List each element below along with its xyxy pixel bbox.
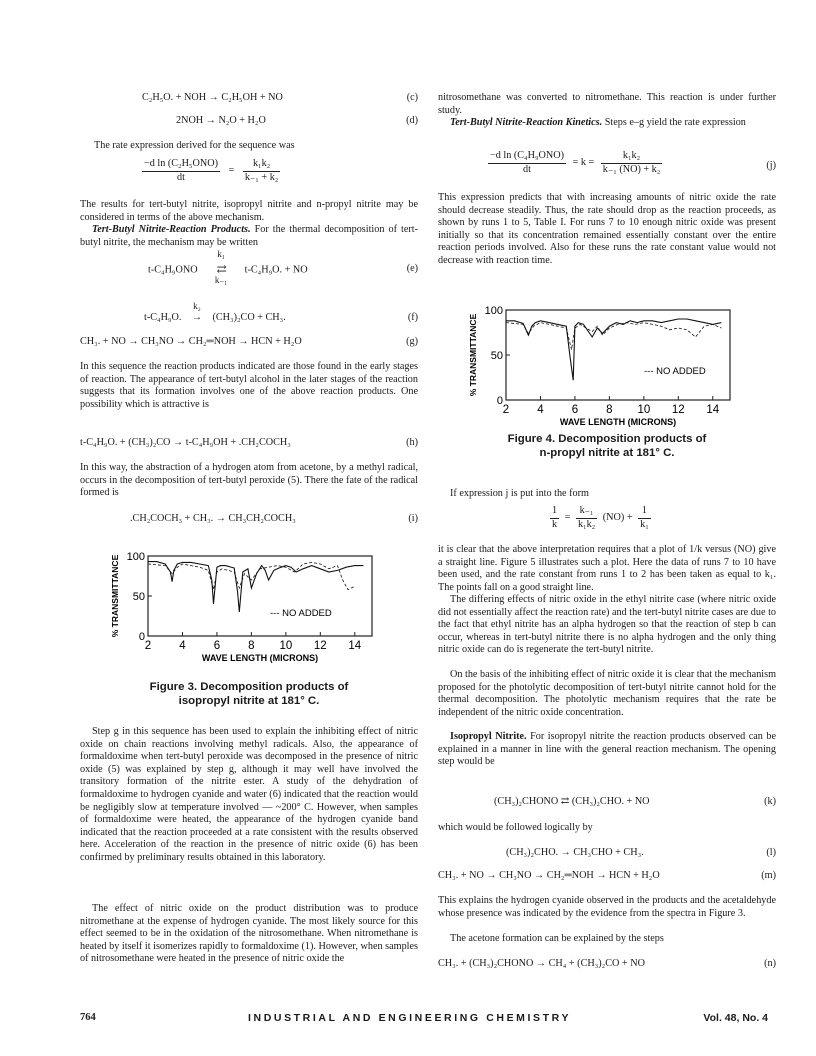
tbn-products-paragraph: Tert-Butyl Nitrite-Reaction Products. For the thermal decomposition of tert-butyl nitrite, the mechanism may be written (80, 224, 418, 248)
explains-paragraph: This explains the hydrogen cyanide observed in the products and the acetaldehyde whose presence was indicated by the evidence from the spectra in Figure 3. (438, 895, 776, 919)
equation-c-label: (c) (406, 92, 418, 103)
x-tick-label: 4 (537, 404, 544, 416)
figure-3-svg (80, 550, 418, 670)
x-tick-label: 10 (637, 404, 651, 416)
predicts-paragraph: This expression predicts that with increasing amounts of nitric oxide the rate should decrease steadily. Thus, the rate should drop as the reaction proceeds, as shown by runs 1 to 5, Table I. For runs 7 to 10 enough nitric oxide was present initially so that its concentration remained essentially constant over the entire reaction periods involved. Also for these runs the rate constant value would not decrease with reaction time. (438, 192, 776, 266)
x-tick-label: 6 (571, 404, 579, 416)
figure-3-caption-line1: Figure 3. Decomposition products of (149, 681, 349, 693)
figure-4-chart (438, 302, 776, 430)
y-tick-label: 0 (496, 395, 503, 407)
x-tick-label: 10 (279, 640, 293, 652)
series-solid-line (148, 562, 363, 612)
equation-l: (CH₃)₂CHO. → CH₃CHO + CH₃. (506, 847, 644, 858)
equation-form: $\frac{1}{k}$ = $\frac{\text{k₋₁}}{\text{k₁k₂}}$ (NO) + $\frac{1}{\text{k₁}}$ (552, 505, 649, 530)
equation-l-label: (l) (766, 847, 776, 858)
results-paragraph: The results for tert-butyl nitrite, isopropyl nitrite and n-propyl nitrite may be considered in terms of the above mechanism. (80, 199, 418, 223)
acetone-paragraph: The acetone formation can be explained by the steps (450, 933, 664, 944)
series-no-added-line (506, 323, 721, 350)
equation-j-label: (j) (766, 160, 776, 171)
continuation-paragraph: nitrosomethane was converted to nitromethane. This reaction is under further study. (438, 92, 776, 116)
tbn-kinetics-paragraph: Tert-Butyl Nitrite-Reaction Kinetics. Steps e–g yield the rate expression (450, 117, 746, 128)
equation-d-label: (d) (406, 115, 418, 126)
x-axis-label: WAVE LENGTH (MICRONS) (201, 653, 319, 663)
x-tick-label: 14 (706, 404, 720, 416)
equation-e: t-C₄H₉ONO k₁ ⇄ k₋₁ t-C₄H₉O. + NO (148, 249, 308, 285)
y-tick-label: 0 (138, 631, 145, 643)
figure-3-chart (80, 550, 418, 670)
equation-h: t-C₄H₉O. + (CH₃)₂CO → t-C₄H₉OH + .CH₂COCH₃ (80, 437, 291, 448)
x-axis-label: WAVE LENGTH (MICRONS) (559, 417, 677, 427)
basis-paragraph: On the basis of the inhibiting effect of nitric oxide it is clear that the mechanism proposed for the photolytic decomposition of tert-butyl nitrite cannot hold for the thermal decomposition. The photolytic mechanism requires that the rate be independent of the nitric oxide concentration. (438, 669, 777, 718)
figure-4-caption-line2: n-propyl nitrite at 181° C. (539, 447, 675, 459)
y-tick-label: 100 (484, 305, 503, 317)
equation-k-label: (k) (764, 796, 776, 807)
isopropyl-paragraph: Isopropyl Nitrite. For isopropyl nitrite the reaction products observed can be explained in a manner in line with the general reaction mechanism. The opening step would be (438, 731, 776, 768)
x-tick-label: 2 (144, 640, 152, 652)
y-axis-label: % TRANSMITTANCE (110, 554, 120, 638)
rate-intro: The rate expression derived for the sequence was (94, 140, 295, 151)
figure-3-caption-line2: isopropyl nitrite at 181° C. (178, 695, 320, 707)
equation-i: .CH₂COCH₃ + CH₃. → CH₃CH₂COCH₃ (130, 513, 296, 524)
x-tick-label: 4 (179, 640, 186, 652)
figure-3-caption (80, 680, 418, 708)
volume-info: Vol. 48, No. 4 (703, 1012, 768, 1024)
equation-e-label: (e) (406, 263, 418, 274)
x-tick-label: 12 (671, 404, 685, 416)
rate-expression: $\frac{\text{−d ln (C₂H₅ONO)}}{dt}$ = $\frac{\text{k₁k₂}}{\text{k₋₁ + k₂}}$ (144, 158, 279, 183)
sequence-paragraph: In this sequence the reaction products indicated are those found in the early stages of reaction. The appearance of tert-butyl alcohol in the later stages of the reaction suggests that its formation involves one of the above reaction products. One possibility which is attractive is (80, 361, 418, 410)
differing-paragraph: The differing effects of nitric oxide in the ethyl nitrite case (where nitric oxide did not essentially affect the reaction rate) and the tert-butyl nitrite cases are due to the fact that ethyl nitrite has an alpha hydrogen so that the reaction of step b can occur, whereas in tert-butyl nitrite there is no alpha hydrogen and the only thing nitric oxide can do is regenerate the tert-butyl nitrite. (438, 594, 776, 656)
x-tick-label: 8 (248, 640, 255, 652)
equation-i-label: (i) (408, 513, 418, 524)
effect-paragraph: The effect of nitric oxide on the product distribution was to produce nitromethane at the expense of hydrogen cyanide. The most likely source for this effect seemed to be in the oxidation of the nitrosomethane. When nitromethane is heated by itself it isomerizes rapidly to formaldoxime (1). However, when samples of nitrosomethane were heated in the presence of nitric oxide the (80, 903, 418, 965)
equation-k: (CH₃)₂CHONO ⇄ (CH₃)₂CHO. + NO (494, 796, 650, 807)
equation-j: $\frac{\text{−d ln (C₄H₉ONO)}}{dt}$ = k = $\frac{\text{k₁k₂}}{\text{k₋₁ (NO) + k₂}}$ (490, 150, 661, 175)
x-tick-label: 6 (213, 640, 221, 652)
figure-4-svg (438, 302, 776, 430)
equation-n-label: (n) (764, 958, 776, 969)
journal-name: INDUSTRIAL AND ENGINEERING CHEMISTRY (248, 1012, 572, 1024)
equation-m: CH₃. + NO → CH₃NO → CH₂═NOH → HCN + H₂O (438, 870, 660, 881)
equation-g: CH₃. + NO → CH₃NO → CH₂═NOH → HCN + H₂O (80, 336, 302, 347)
y-axis-label: % TRANSMITTANCE (468, 313, 478, 397)
figure-4-caption-line1: Figure 4. Decomposition products of (507, 433, 707, 445)
if-paragraph: If expression j is put into the form (450, 488, 589, 499)
figure-4-caption (438, 432, 776, 460)
equation-f: t-C₄H₉O. k₂ → (CH₃)₂CO + CH₃. (144, 301, 286, 323)
x-tick-label: 14 (348, 640, 362, 652)
x-tick-label: 8 (606, 404, 613, 416)
legend-no-added: --- NO ADDED (270, 608, 332, 619)
equation-c: C₂H₅O. + NOH → C₂H₅OH + NO (142, 92, 283, 103)
page-number: 764 (80, 1012, 96, 1023)
x-tick-label: 12 (313, 640, 327, 652)
step-g-paragraph: Step g in this sequence has been used to explain the inhibiting effect of nitric oxide on chain reactions involving methyl radicals. Also, the appearance of formaldoxime when tert-butyl peroxide was decomposed in the presence of nitric oxide (5) was explained by step g, although it may well have involved the transitory formation of the nitrite ester. A study of the dehydration of formaldoxime to hydrogen cyanide and water (6) indicated that the reaction would be negligibly slow at temperature involved — ~200° C. However, when samples of formaldoxime were heated, the appearance of the hydrogen cyanide band indicated that the reaction proceeded at a rate consistent with the results observed here. Acceleration of the reaction in the presence of nitric oxide (6) has been confirmed by preliminary results obtained in this laboratory. (80, 726, 418, 863)
clear-paragraph: it is clear that the above interpretation requires that a plot of 1/k versus (NO) give a straight line. Figure 5 illustrates such a plot. Here the data of runs 7 to 10 have been used, and the rate constant from runs 1 to 2 has been taken as equal to k₁. The points fall on a good straight line. (438, 544, 776, 593)
y-tick-label: 50 (132, 591, 145, 603)
x-tick-label: 2 (502, 404, 510, 416)
legend-no-added: --- NO ADDED (644, 366, 706, 377)
equation-g-label: (g) (406, 336, 418, 347)
equation-f-label: (f) (407, 312, 418, 323)
equation-m-label: (m) (761, 870, 776, 881)
y-tick-label: 50 (490, 350, 503, 362)
abstraction-paragraph: In this way, the abstraction of a hydrogen atom from acetone, by a methyl radical, occurs in the decomposition of tert-butyl peroxide (5). There the fate of the radical formed is (80, 462, 418, 499)
equation-h-label: (h) (406, 437, 418, 448)
equation-n: CH₃. + (CH₃)₂CHONO → CH₄ + (CH₃)₂CO + NO (438, 958, 645, 969)
y-tick-label: 100 (126, 551, 145, 563)
equation-d: 2NOH → N₂O + H₂O (176, 115, 266, 126)
followed-paragraph: which would be followed logically by (438, 822, 593, 833)
